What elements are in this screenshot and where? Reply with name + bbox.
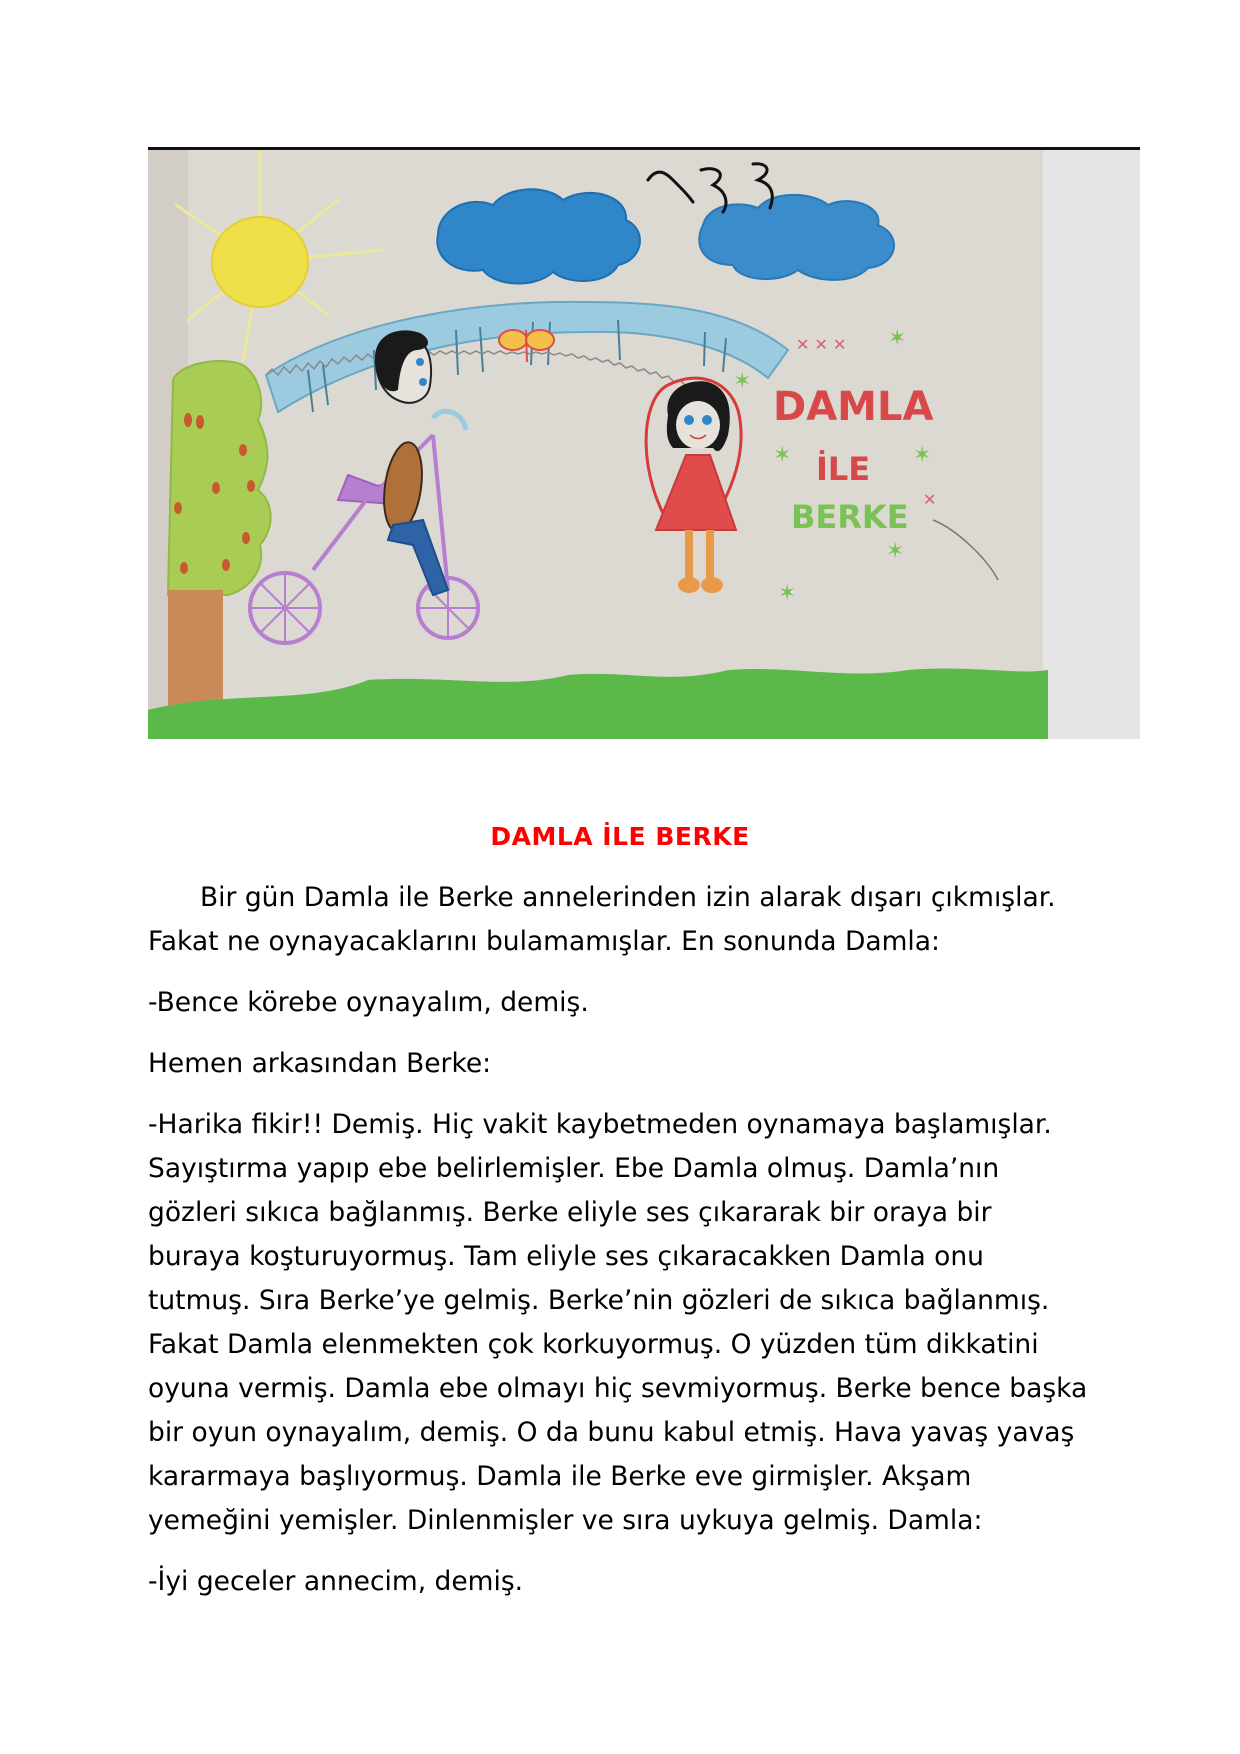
svg-text:DAMLA: DAMLA (773, 384, 934, 430)
svg-text:BERKE: BERKE (791, 498, 909, 536)
text-line: Fakat ne oynayacaklarını bulamamışlar. En sonunda Damla: (148, 926, 940, 957)
text-line: yemeğini yemişler. Dinlenmişler ve sıra uykuya gelmiş. Damla: (148, 1505, 983, 1536)
paragraph-5 (148, 1560, 1088, 1604)
crayon-drawing (148, 150, 1140, 739)
paragraph-4 (148, 1103, 1088, 1543)
text-line: Bir gün Damla ile Berke annelerinden izin alarak dışarı çıkmışlar. (200, 882, 1056, 913)
text-line: Sayıştırma yapıp ebe belirlemişler. Ebe Damla olmuş. Damla’nın (148, 1153, 1000, 1184)
story-title: DAMLA İLE BERKE (490, 822, 750, 851)
text-line: bir oyun oynayalım, demiş. O da bunu kabul etmiş. Hava yavaş yavaş (148, 1417, 1075, 1448)
text-line: buraya koşturuyormuş. Tam eliyle ses çıkaracakken Damla onu (148, 1241, 984, 1272)
svg-text:İLE: İLE (816, 450, 871, 488)
text-line: gözleri sıkıca bağlanmış. Berke eliyle ses çıkararak bir oraya bir (148, 1197, 992, 1228)
svg-text:✶: ✶ (778, 581, 797, 606)
paragraph-2 (148, 981, 1088, 1025)
svg-text:✕ ✕ ✕: ✕ ✕ ✕ (796, 335, 847, 354)
text-line: tutmuş. Sıra Berke’ye gelmiş. Berke’nin gözleri de sıkıca bağlanmış. (148, 1285, 1050, 1316)
text-line: -Harika fikir!! Demiş. Hiç vakit kaybetmeden oynamaya başlamışlar. (148, 1109, 1052, 1140)
svg-text:✶: ✶ (888, 326, 907, 351)
text-line: Fakat Damla elenmekten çok korkuyormuş. O yüzden tüm dikkatini (148, 1329, 1039, 1360)
text-line: kararmaya başlıyormuş. Damla ile Berke eve girmişler. Akşam (148, 1461, 972, 1492)
paragraph-1 (148, 876, 1088, 964)
paragraph-3 (148, 1042, 1088, 1086)
svg-text:✶: ✶ (733, 369, 752, 394)
svg-text:✶: ✶ (913, 443, 932, 468)
story-body (148, 876, 1088, 1621)
svg-text:✶: ✶ (773, 443, 792, 468)
text-line: -İyi geceler annecim, demiş. (148, 1566, 524, 1597)
cloud-left (437, 189, 640, 283)
svg-text:✕: ✕ (923, 490, 937, 509)
text-line: Hemen arkasından Berke: (148, 1048, 492, 1079)
story-illustration (148, 147, 1140, 739)
text-line: -Bence körebe oynayalım, demiş. (148, 987, 589, 1018)
svg-text:✶: ✶ (886, 539, 905, 564)
text-line: oyuna vermiş. Damla ebe olmayı hiç sevmiyormuş. Berke bence başka (148, 1373, 1088, 1404)
